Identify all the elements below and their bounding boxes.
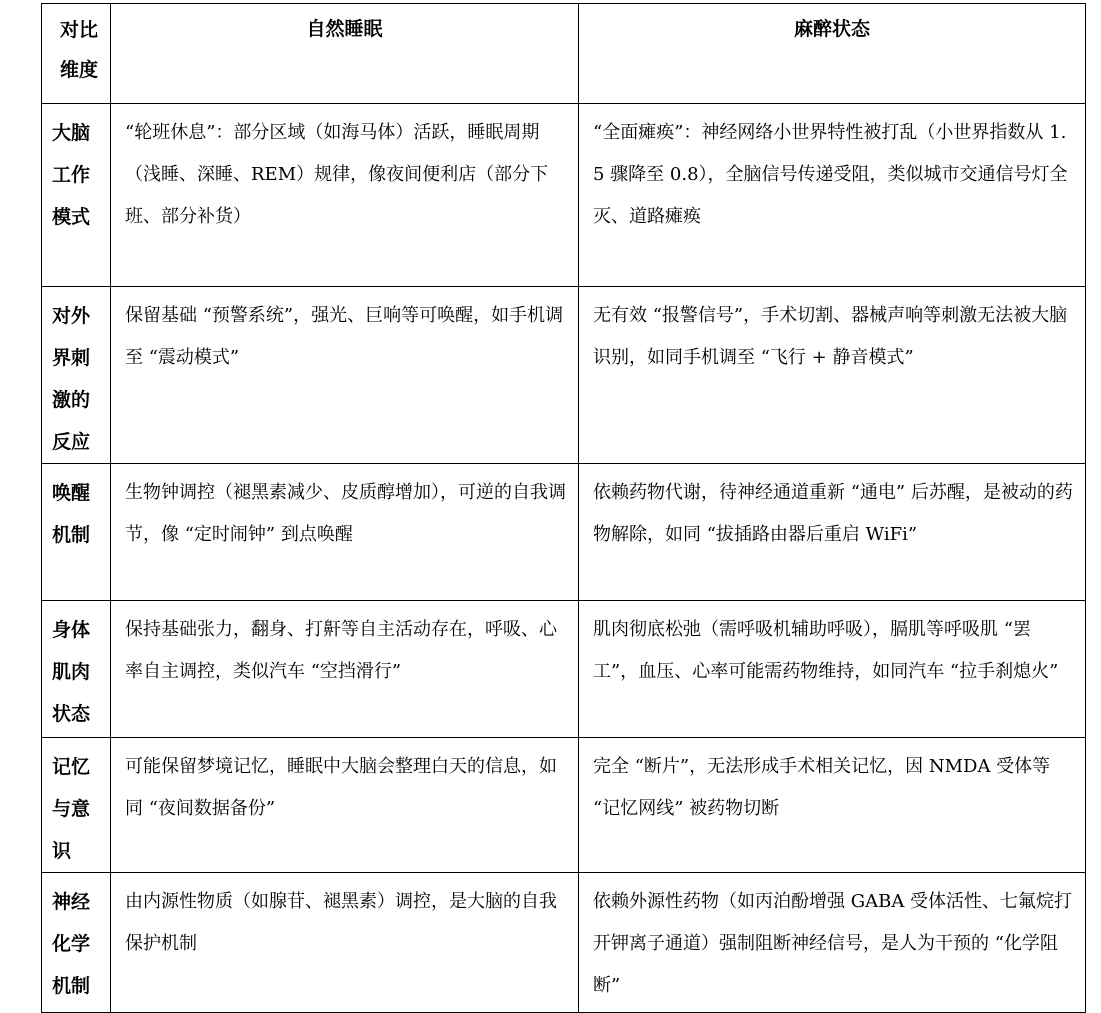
- row-natural-sleep: 生物钟调控（褪黑素减少、皮质醇增加），可逆的自我调节，像 “定时闹钟” 到点唤醒: [111, 464, 579, 601]
- header-dimension: 对比维度: [42, 4, 111, 104]
- row-anesthesia: 无有效 “报警信号”，手术切割、器械声响等刺激无法被大脑识别，如同手机调至 “飞行 + 静音模式”: [579, 287, 1086, 464]
- table-row: [42, 464, 1086, 601]
- comparison-table: [41, 3, 1086, 1013]
- table-row: [42, 104, 1086, 287]
- row-dimension: 大脑工作模式: [42, 104, 111, 287]
- row-natural-sleep: 保持基础张力，翻身、打鼾等自主活动存在，呼吸、心率自主调控，类似汽车 “空挡滑行”: [111, 601, 579, 738]
- row-anesthesia: 依赖药物代谢，待神经通道重新 “通电” 后苏醒，是被动的药物解除，如同 “拔插路由器后重启 WiFi”: [579, 464, 1086, 601]
- row-anesthesia: “全面瘫痪”：神经网络小世界特性被打乱（小世界指数从 1.5 骤降至 0.8），全脑信号传递受阻，类似城市交通信号灯全灭、道路瘫痪: [579, 104, 1086, 287]
- table-row: [42, 738, 1086, 873]
- row-dimension: 唤醒机制: [42, 464, 111, 601]
- table-row: [42, 601, 1086, 738]
- row-anesthesia: 肌肉彻底松弛（需呼吸机辅助呼吸），膈肌等呼吸肌 “罢工”，血压、心率可能需药物维持，如同汽车 “拉手刹熄火”: [579, 601, 1086, 738]
- row-natural-sleep: 保留基础 “预警系统”，强光、巨响等可唤醒，如手机调至 “震动模式”: [111, 287, 579, 464]
- row-dimension: 神经化学机制: [42, 873, 111, 1013]
- row-anesthesia: 完全 “断片”，无法形成手术相关记忆，因 NMDA 受体等 “记忆网线” 被药物切断: [579, 738, 1086, 873]
- header-anesthesia: 麻醉状态: [579, 4, 1086, 104]
- table-header-row: [42, 4, 1086, 104]
- row-natural-sleep: “轮班休息”：部分区域（如海马体）活跃，睡眠周期（浅睡、深睡、REM）规律，像夜间便利店（部分下班、部分补货）: [111, 104, 579, 287]
- row-dimension: 对外界刺激的反应: [42, 287, 111, 464]
- table-row: [42, 287, 1086, 464]
- header-natural-sleep: 自然睡眠: [111, 4, 579, 104]
- row-natural-sleep: 可能保留梦境记忆，睡眠中大脑会整理白天的信息，如同 “夜间数据备份”: [111, 738, 579, 873]
- table-row: [42, 873, 1086, 1013]
- row-anesthesia: 依赖外源性药物（如丙泊酚增强 GABA 受体活性、七氟烷打开钾离子通道）强制阻断神经信号，是人为干预的 “化学阻断”: [579, 873, 1086, 1013]
- row-dimension: 身体肌肉状态: [42, 601, 111, 738]
- row-natural-sleep: 由内源性物质（如腺苷、褪黑素）调控，是大脑的自我保护机制: [111, 873, 579, 1013]
- row-dimension: 记忆与意识: [42, 738, 111, 873]
